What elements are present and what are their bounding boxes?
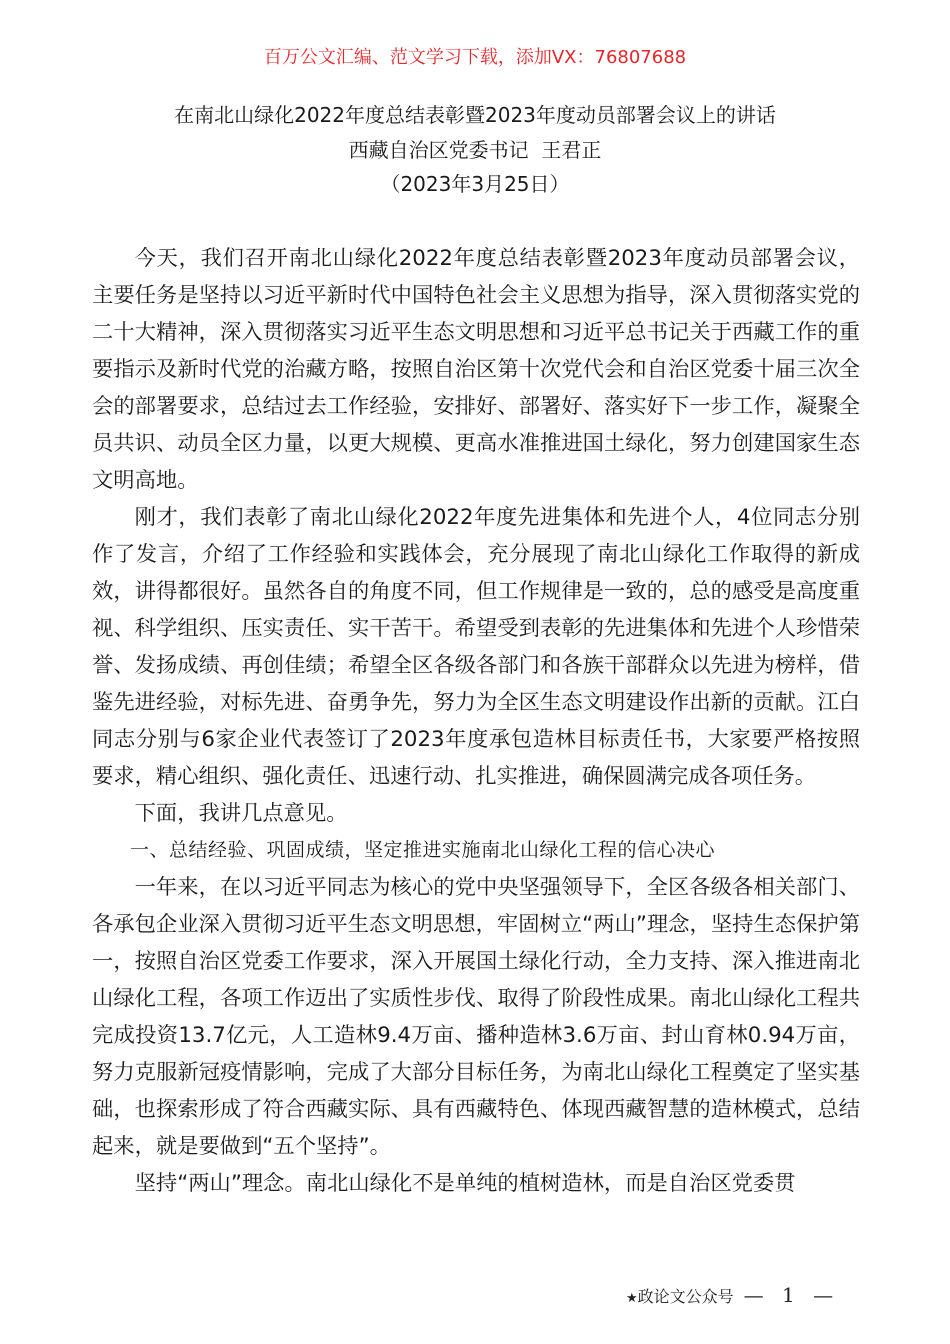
- document-title: 在南北山绿化2022年度总结表彰暨2023年度动员部署会议上的讲话: [174, 103, 776, 127]
- paragraph-intro: 今天，我们召开南北山绿化2022年度总结表彰暨2023年度动员部署会议，主要任务是坚持以习近平新时代中国特色社会主义思想为指导，深入贯彻落实党的二十大精神，深入贯彻落实习近平生态文明思想和习近平总书记关于西藏工作的重要指示及新时代党的治藏方略，按照自治区第十次党代会和自治区党委十届三次全会的部署要求，总结过去工作经验，安排好、部署好、落实好下一步工作，凝聚全员共识、动员全区力量，以更大规模、更高水准推进国土绿化，努力创建国家生态文明高地。: [92, 246, 860, 493]
- paragraph-commendation: 刚才，我们表彰了南北山绿化2022年度先进集体和先进个人，4位同志分别作了发言，介绍了工作经验和实践体会，充分展现了南北山绿化工作取得的新成效，讲得都很好。虽然各自的角度不同，但工作规律是一致的，总的感受是高度重视、科学组织、压实责任、实干苦干。希望受到表彰的先进集体和先进个人珍惜荣誉、发扬成绩、再创佳绩；希望全区各级各部门和各族干部群众以先进为榜样，借鉴先进经验，对标先进、奋勇争先，努力为全区生态文明建设作出新的贡献。江白同志分别与6家企业代表签订了2023年度承包造林目标责任书，大家要严格按照要求，精心组织、强化责任、迅速行动、扎实推进，确保圆满完成各项任务。: [92, 505, 860, 789]
- speaker-line: 西藏自治区党委书记 王君正: [348, 138, 602, 162]
- watermark-banner: 百万公文汇编、范文学习下载，添加VX：76807688: [263, 47, 687, 68]
- star-icon: ★: [626, 1291, 638, 1306]
- section-heading-1: 一、总结经验、巩固成绩，坚定推进实施南北山绿化工程的信心决心: [130, 839, 716, 861]
- paragraph-transition: 下面，我讲几点意见。: [134, 801, 348, 826]
- paragraph-two-mountains: 坚持“两山”理念。南北山绿化不是单纯的植树造林，而是自治区党委贯: [134, 1171, 796, 1196]
- footer-source: 政论文公众号: [637, 1287, 734, 1306]
- speech-date: （2023年3月25日）: [380, 172, 570, 196]
- document-body: [92, 240, 860, 1202]
- document-header: [0, 97, 950, 201]
- page-number: — 1 —: [743, 1283, 840, 1307]
- paragraph-achievements: 一年来，在以习近平同志为核心的党中央坚强领导下，全区各级各相关部门、各承包企业深入贯彻习近平生态文明思想，牢固树立“两山”理念，坚持生态保护第一，按照自治区党委工作要求，深入开展国土绿化行动，全力支持、深入推进南北山绿化工程，各项工作迈出了实质性步伐、取得了阶段性成果。南北山绿化工程共完成投资13.7亿元，人工造林9.4万亩、播种造林3.6万亩、封山育林0.94万亩，努力克服新冠疫情影响，完成了大部分目标任务，为南北山绿化工程奠定了坚实基础，也探索形成了符合西藏实际、具有西藏特色、体现西藏智慧的造林模式，总结起来，就是要做到“五个坚持”。: [92, 875, 860, 1159]
- page-footer: [626, 1283, 839, 1311]
